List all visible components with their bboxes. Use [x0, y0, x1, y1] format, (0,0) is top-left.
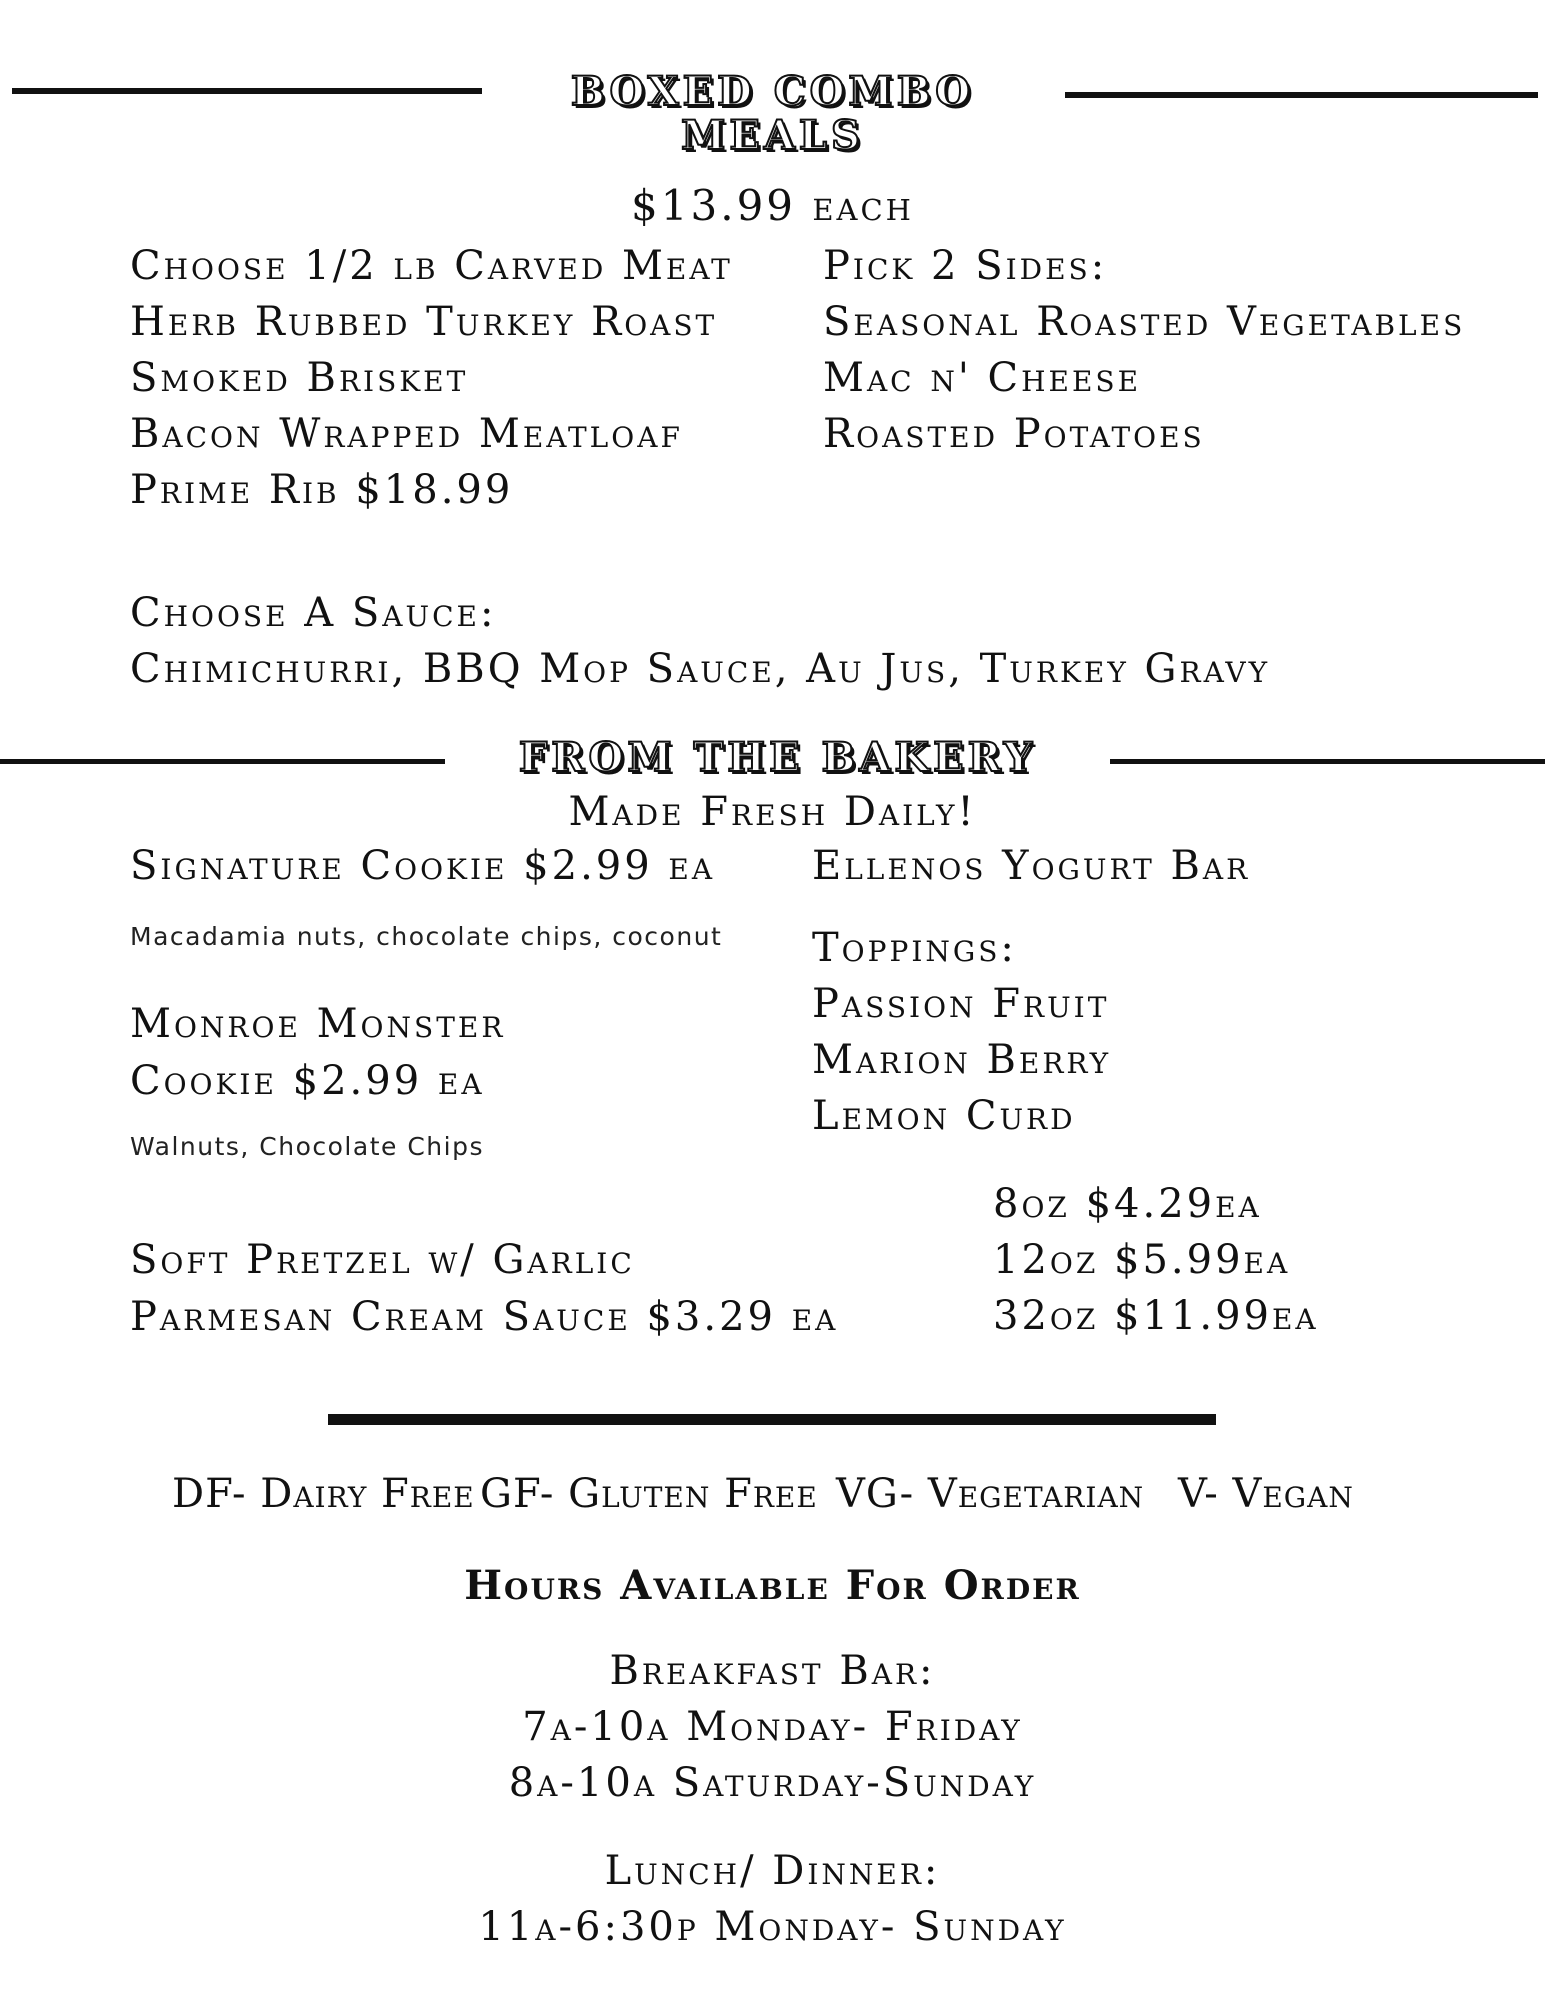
toppings-heading: Toppings: — [812, 925, 1017, 971]
signature-cookie: Signature Cookie $2.99 ea — [130, 843, 716, 889]
side-item: Seasonal Roasted Vegetables — [823, 299, 1466, 345]
meat-item: Smoked Brisket — [130, 355, 469, 401]
sauce-section — [130, 585, 1270, 697]
size-item: 12oz $5.99ea — [993, 1237, 1291, 1283]
side-item: Mac n' Cheese — [823, 355, 1142, 401]
meat-item: Bacon Wrapped Meatloaf — [130, 411, 683, 457]
meats-list — [130, 238, 733, 518]
monroe-cookie-note: Walnuts, Chocolate Chips — [130, 1132, 484, 1161]
bakery-rule-left — [0, 759, 445, 764]
yogurt-sizes — [993, 1176, 1319, 1344]
meat-item: Choose 1/2 lb Carved Meat — [130, 243, 733, 289]
sauce-heading: Choose A Sauce: — [130, 590, 497, 636]
sauce-options: Chimichurri, BBQ Mop Sauce, Au Jus, Turkey Gravy — [130, 646, 1271, 692]
sides-list — [823, 238, 1465, 462]
hours-title: Hours Available For Order — [464, 1562, 1081, 1609]
legend-dairy-free: DF- Dairy Free — [172, 1471, 475, 1517]
lunch-hours — [0, 1843, 1545, 1955]
yogurt-bar: Ellenos Yogurt Bar — [812, 843, 1251, 889]
legend-vegetarian: VG- Vegetarian — [836, 1471, 1145, 1517]
bakery-subtitle: Made Fresh Daily! — [568, 789, 977, 835]
combo-title — [490, 70, 1055, 158]
size-item: 32oz $11.99ea — [993, 1293, 1319, 1339]
meat-item: Prime Rib $18.99 — [130, 467, 514, 513]
lunch-heading: Lunch/ Dinner: — [604, 1848, 941, 1894]
breakfast-hours — [0, 1643, 1545, 1811]
section-divider — [328, 1414, 1216, 1425]
side-item: Pick 2 Sides: — [823, 243, 1108, 289]
size-item: 8oz $4.29ea — [993, 1181, 1262, 1227]
pretzel-line2: Parmesan Cream Sauce $3.29 ea — [130, 1294, 839, 1340]
legend-gluten-free: GF- Gluten Free — [480, 1471, 818, 1517]
combo-price: $13.99 each — [631, 181, 914, 230]
topping-item: Passion Fruit — [812, 981, 1110, 1027]
breakfast-heading: Breakfast Bar: — [609, 1648, 936, 1694]
pretzel-line1: Soft Pretzel w/ Garlic — [130, 1237, 635, 1283]
meat-item: Herb Rubbed Turkey Roast — [130, 299, 718, 345]
bakery-title: FROM THE BAKERY — [518, 734, 1037, 781]
side-item: Roasted Potatoes — [823, 411, 1205, 457]
lunch-line: 11a-6:30p Monday- Sunday — [478, 1904, 1067, 1950]
monroe-cookie-line1: Monroe Monster — [130, 1001, 506, 1047]
bakery-rule-right — [1110, 759, 1545, 764]
monroe-cookie-line2: Cookie $2.99 ea — [130, 1058, 485, 1104]
combo-title-line2: MEALS — [681, 112, 864, 159]
topping-item: Lemon Curd — [812, 1093, 1076, 1139]
topping-item: Marion Berry — [812, 1037, 1112, 1083]
breakfast-line: 8a-10a Saturday-Sunday — [508, 1760, 1037, 1806]
header-rule-left — [12, 88, 482, 94]
combo-title-line1: BOXED COMBO — [570, 68, 975, 115]
signature-cookie-note: Macadamia nuts, chocolate chips, coconut — [130, 922, 723, 951]
legend-vegan: V- Vegan — [1178, 1471, 1354, 1517]
header-rule-right — [1065, 92, 1538, 98]
breakfast-line: 7a-10a Monday- Friday — [522, 1704, 1023, 1750]
toppings-list — [812, 920, 1111, 1144]
